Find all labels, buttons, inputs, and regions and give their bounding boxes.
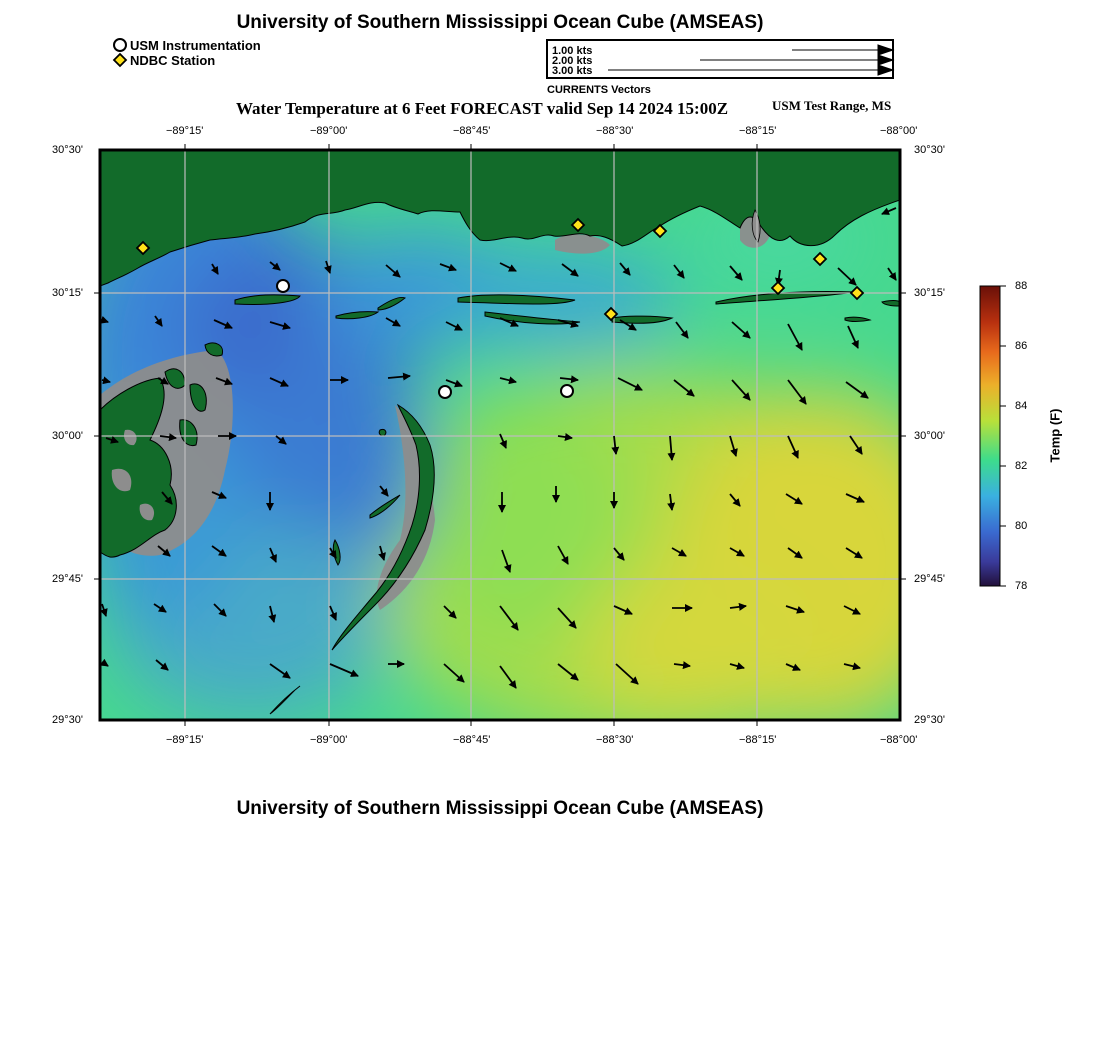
lon-label-bottom-3: −88°45' [453, 734, 491, 746]
scale-label-1: 1.00 kts [552, 45, 593, 57]
lat-label-right-4: 29°45' [914, 573, 945, 585]
lon-label-top-2: −89°00' [310, 125, 348, 137]
map-title: University of Southern Mississippi Ocean Cube (AMSEAS) [236, 12, 764, 33]
lat-label-left-5: 29°30' [52, 714, 83, 726]
temperature-field [60, 150, 970, 750]
lat-label-left-1: 30°30' [52, 144, 83, 156]
colorbar-label-88: 88 [1015, 280, 1028, 292]
legend-usm-label: USM Instrumentation [130, 38, 261, 53]
lon-label-bottom-2: −89°00' [310, 734, 348, 746]
colorbar-label-84: 84 [1015, 400, 1028, 412]
lon-label-top-1: −89°15' [166, 125, 204, 137]
lat-label-right-5: 29°30' [914, 714, 945, 726]
lon-label-bottom-6: −88°00' [880, 734, 918, 746]
lon-label-top-3: −88°45' [453, 125, 491, 137]
range-label: USM Test Range, MS [772, 98, 892, 113]
lat-label-left-2: 30°15' [52, 287, 83, 299]
lon-label-top-5: −88°15' [739, 125, 777, 137]
lat-label-right-3: 30°00' [914, 430, 945, 442]
scale-vectors [608, 45, 893, 75]
lat-label-left-4: 29°45' [52, 573, 83, 585]
lon-label-bottom-5: −88°15' [739, 734, 777, 746]
lon-label-top-4: −88°30' [596, 125, 634, 137]
lon-label-top-6: −88°00' [880, 125, 918, 137]
lat-label-right-1: 30°30' [914, 144, 945, 156]
colorbar-label-86: 86 [1015, 340, 1028, 352]
lon-label-bottom-1: −89°15' [166, 734, 204, 746]
lat-label-left-3: 30°00' [52, 430, 83, 442]
colorbar-label-78: 78 [1015, 580, 1028, 592]
lon-label-bottom-4: −88°30' [596, 734, 634, 746]
legend-usm-symbol [114, 39, 126, 51]
footer-title: University of Southern Mississippi Ocean Cube (AMSEAS) [236, 798, 764, 819]
scale-label-3: 3.00 kts [552, 65, 593, 77]
colorbar-label-82: 82 [1015, 460, 1028, 472]
colorbar-title: Temp (F) [1047, 408, 1063, 463]
lat-label-right-2: 30°15' [914, 287, 945, 299]
colorbar [980, 286, 1000, 586]
map-subtitle: Water Temperature at 6 Feet FORECAST valid Sep 14 2024 15:00Z [236, 99, 729, 118]
colorbar-ticks [1000, 286, 1006, 586]
legend-ndbc-label: NDBC Station [130, 53, 216, 68]
scale-label-2: 2.00 kts [552, 55, 593, 67]
vector-caption: CURRENTS Vectors [547, 84, 651, 96]
legend-ndbc-symbol [114, 54, 126, 66]
colorbar-label-80: 80 [1015, 520, 1028, 532]
